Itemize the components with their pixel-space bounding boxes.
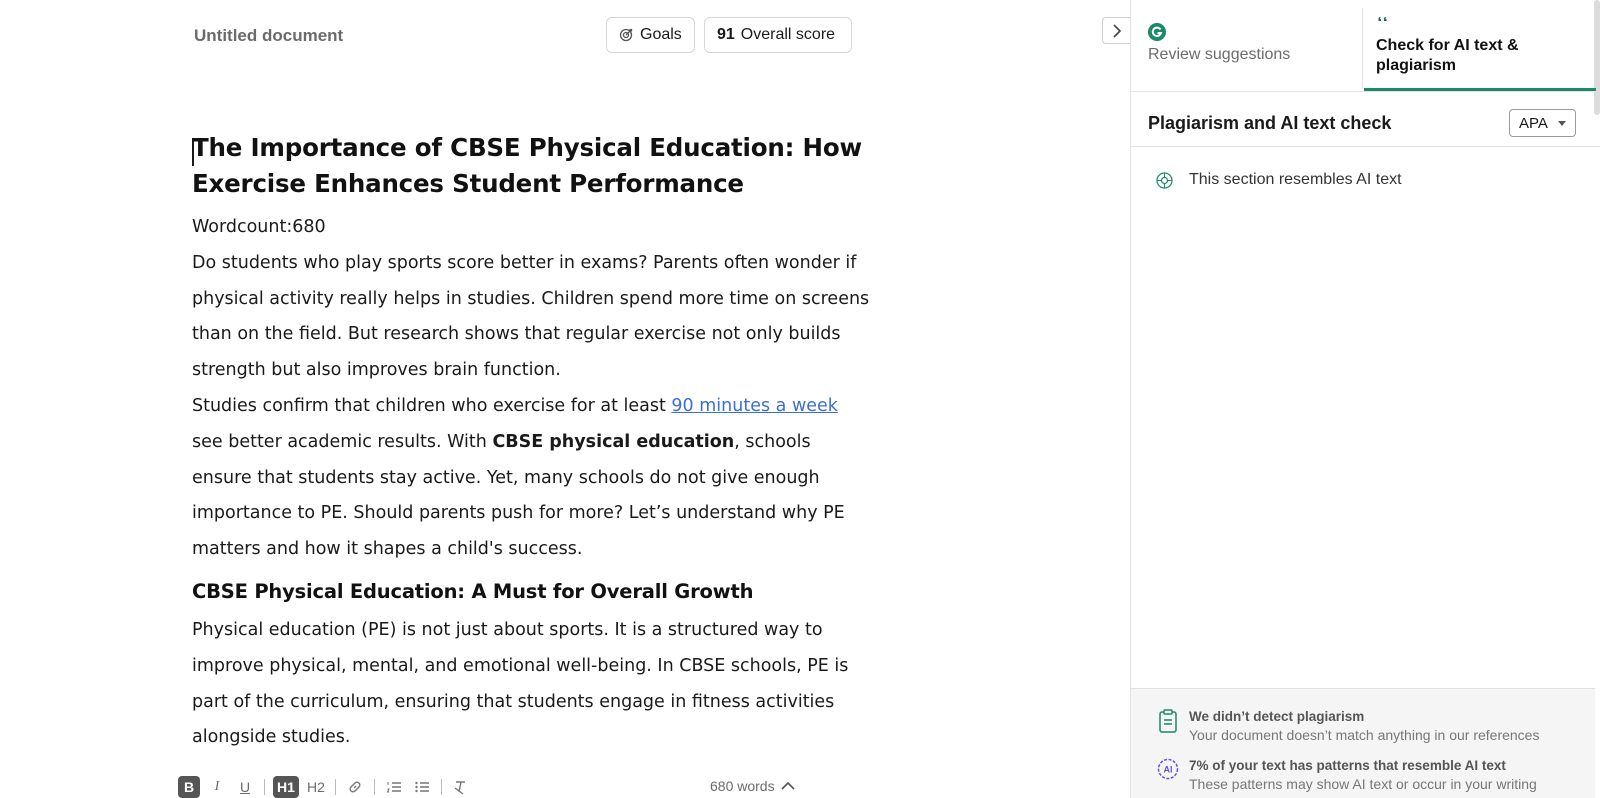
citation-style-value: APA	[1519, 114, 1548, 132]
tab-ai-plagiarism[interactable]	[1364, 0, 1596, 91]
bold-keyword: CBSE physical education	[492, 431, 735, 452]
link-icon	[347, 779, 363, 795]
plagiarism-subtitle: Your document doesn’t match anything in our references	[1189, 727, 1540, 743]
toolbar-divider	[335, 779, 336, 795]
clear-formatting-button[interactable]	[450, 776, 472, 798]
document-title[interactable]: Untitled document	[194, 26, 344, 45]
italic-button[interactable]: I	[214, 779, 220, 794]
heading2-button[interactable]: H2	[306, 779, 325, 795]
section-heading[interactable]: CBSE Physical Education: A Must for Overall Growth	[192, 579, 754, 603]
ai-text-finding[interactable]	[1131, 165, 1581, 195]
ai-badge-icon	[1156, 756, 1180, 794]
score-value: 91	[717, 26, 735, 43]
numbered-list-button[interactable]	[383, 776, 405, 798]
grammarly-logo-icon	[1148, 23, 1166, 46]
paragraph-text: , schools ensure that students stay active. Yet, many schools do not give enough importance to PE. Should parents push for more? Let’s understand why PE matters and how it shapes a child's success.	[192, 431, 845, 560]
tab-label: Review suggestions	[1148, 46, 1291, 63]
bullet-list-button[interactable]	[411, 776, 433, 798]
finding-label: This section resembles AI text	[1189, 171, 1402, 188]
score-label: Overall score	[740, 26, 836, 43]
citation-style-select[interactable]	[1509, 109, 1576, 137]
word-count-button[interactable]	[710, 778, 795, 794]
chevron-up-icon	[781, 781, 795, 791]
toolbar-divider	[374, 779, 375, 795]
plagiarism-result	[1156, 707, 1539, 745]
heading1-button[interactable]: H1	[273, 776, 299, 798]
svg-text:AI: AI	[1163, 764, 1173, 775]
wordcount-line[interactable]: Wordcount:680	[192, 217, 326, 237]
underline-button[interactable]: U	[239, 779, 251, 795]
dropdown-caret-icon	[1558, 121, 1566, 126]
bold-button[interactable]: B	[178, 776, 200, 798]
paragraph-text: see better academic results. With	[192, 431, 493, 452]
numbered-list-icon	[386, 779, 402, 795]
ai-result-subtitle: These patterns may show AI text or occur in your writing	[1189, 776, 1537, 792]
target-icon	[619, 28, 633, 42]
plagiarism-title: We didn’t detect plagiarism	[1189, 709, 1365, 724]
quote-icon	[1376, 14, 1392, 33]
clear-format-icon	[453, 779, 469, 795]
ai-brain-icon	[1156, 172, 1173, 189]
tab-review-suggestions[interactable]	[1131, 8, 1363, 88]
paragraph-intro[interactable]: Do students who play sports score better in exams? Parents often wonder if physical activity really helps in studies. Children spend more time on screens than on the field. But research shows that regular exercise not only builds strength but also improves brain function.	[192, 252, 870, 381]
bullet-list-icon	[414, 779, 430, 795]
divider	[1131, 146, 1600, 147]
tab-label: Check for AI text & plagiarism	[1376, 37, 1519, 74]
toolbar-divider	[264, 779, 265, 795]
ai-result-title: 7% of your text has patterns that resemble AI text	[1189, 758, 1506, 773]
toolbar-divider	[441, 779, 442, 795]
ai-text-result	[1156, 756, 1537, 794]
study-link[interactable]: 90 minutes a week	[671, 395, 838, 416]
document-content[interactable]	[192, 130, 872, 756]
paragraph-studies[interactable]	[192, 389, 872, 568]
link-button[interactable]	[344, 776, 366, 798]
results-summary	[1131, 688, 1595, 798]
document-heading[interactable]: The Importance of CBSE Physical Education: How Exercise Enhances Student Performance	[192, 133, 862, 198]
chevron-right-icon	[1112, 24, 1122, 38]
overall-score-button[interactable]	[704, 17, 852, 53]
collapse-panel-button[interactable]	[1102, 17, 1130, 44]
goals-label: Goals	[640, 26, 682, 43]
goals-button[interactable]	[606, 17, 695, 53]
clipboard-icon	[1156, 707, 1180, 745]
assistant-panel	[1130, 0, 1600, 798]
panel-heading: Plagiarism and AI text check	[1148, 113, 1392, 133]
divider	[1131, 91, 1600, 92]
paragraph-text: Studies confirm that children who exercise for at least	[192, 395, 672, 416]
word-count-label: 680 words	[710, 778, 775, 794]
paragraph-pe[interactable]: Physical education (PE) is not just about sports. It is a structured way to improve physical, mental, and emotional well-being. In CBSE schools, PE is part of the curriculum, ensuring that students engage in fitness activities alongside studies.	[192, 619, 849, 748]
